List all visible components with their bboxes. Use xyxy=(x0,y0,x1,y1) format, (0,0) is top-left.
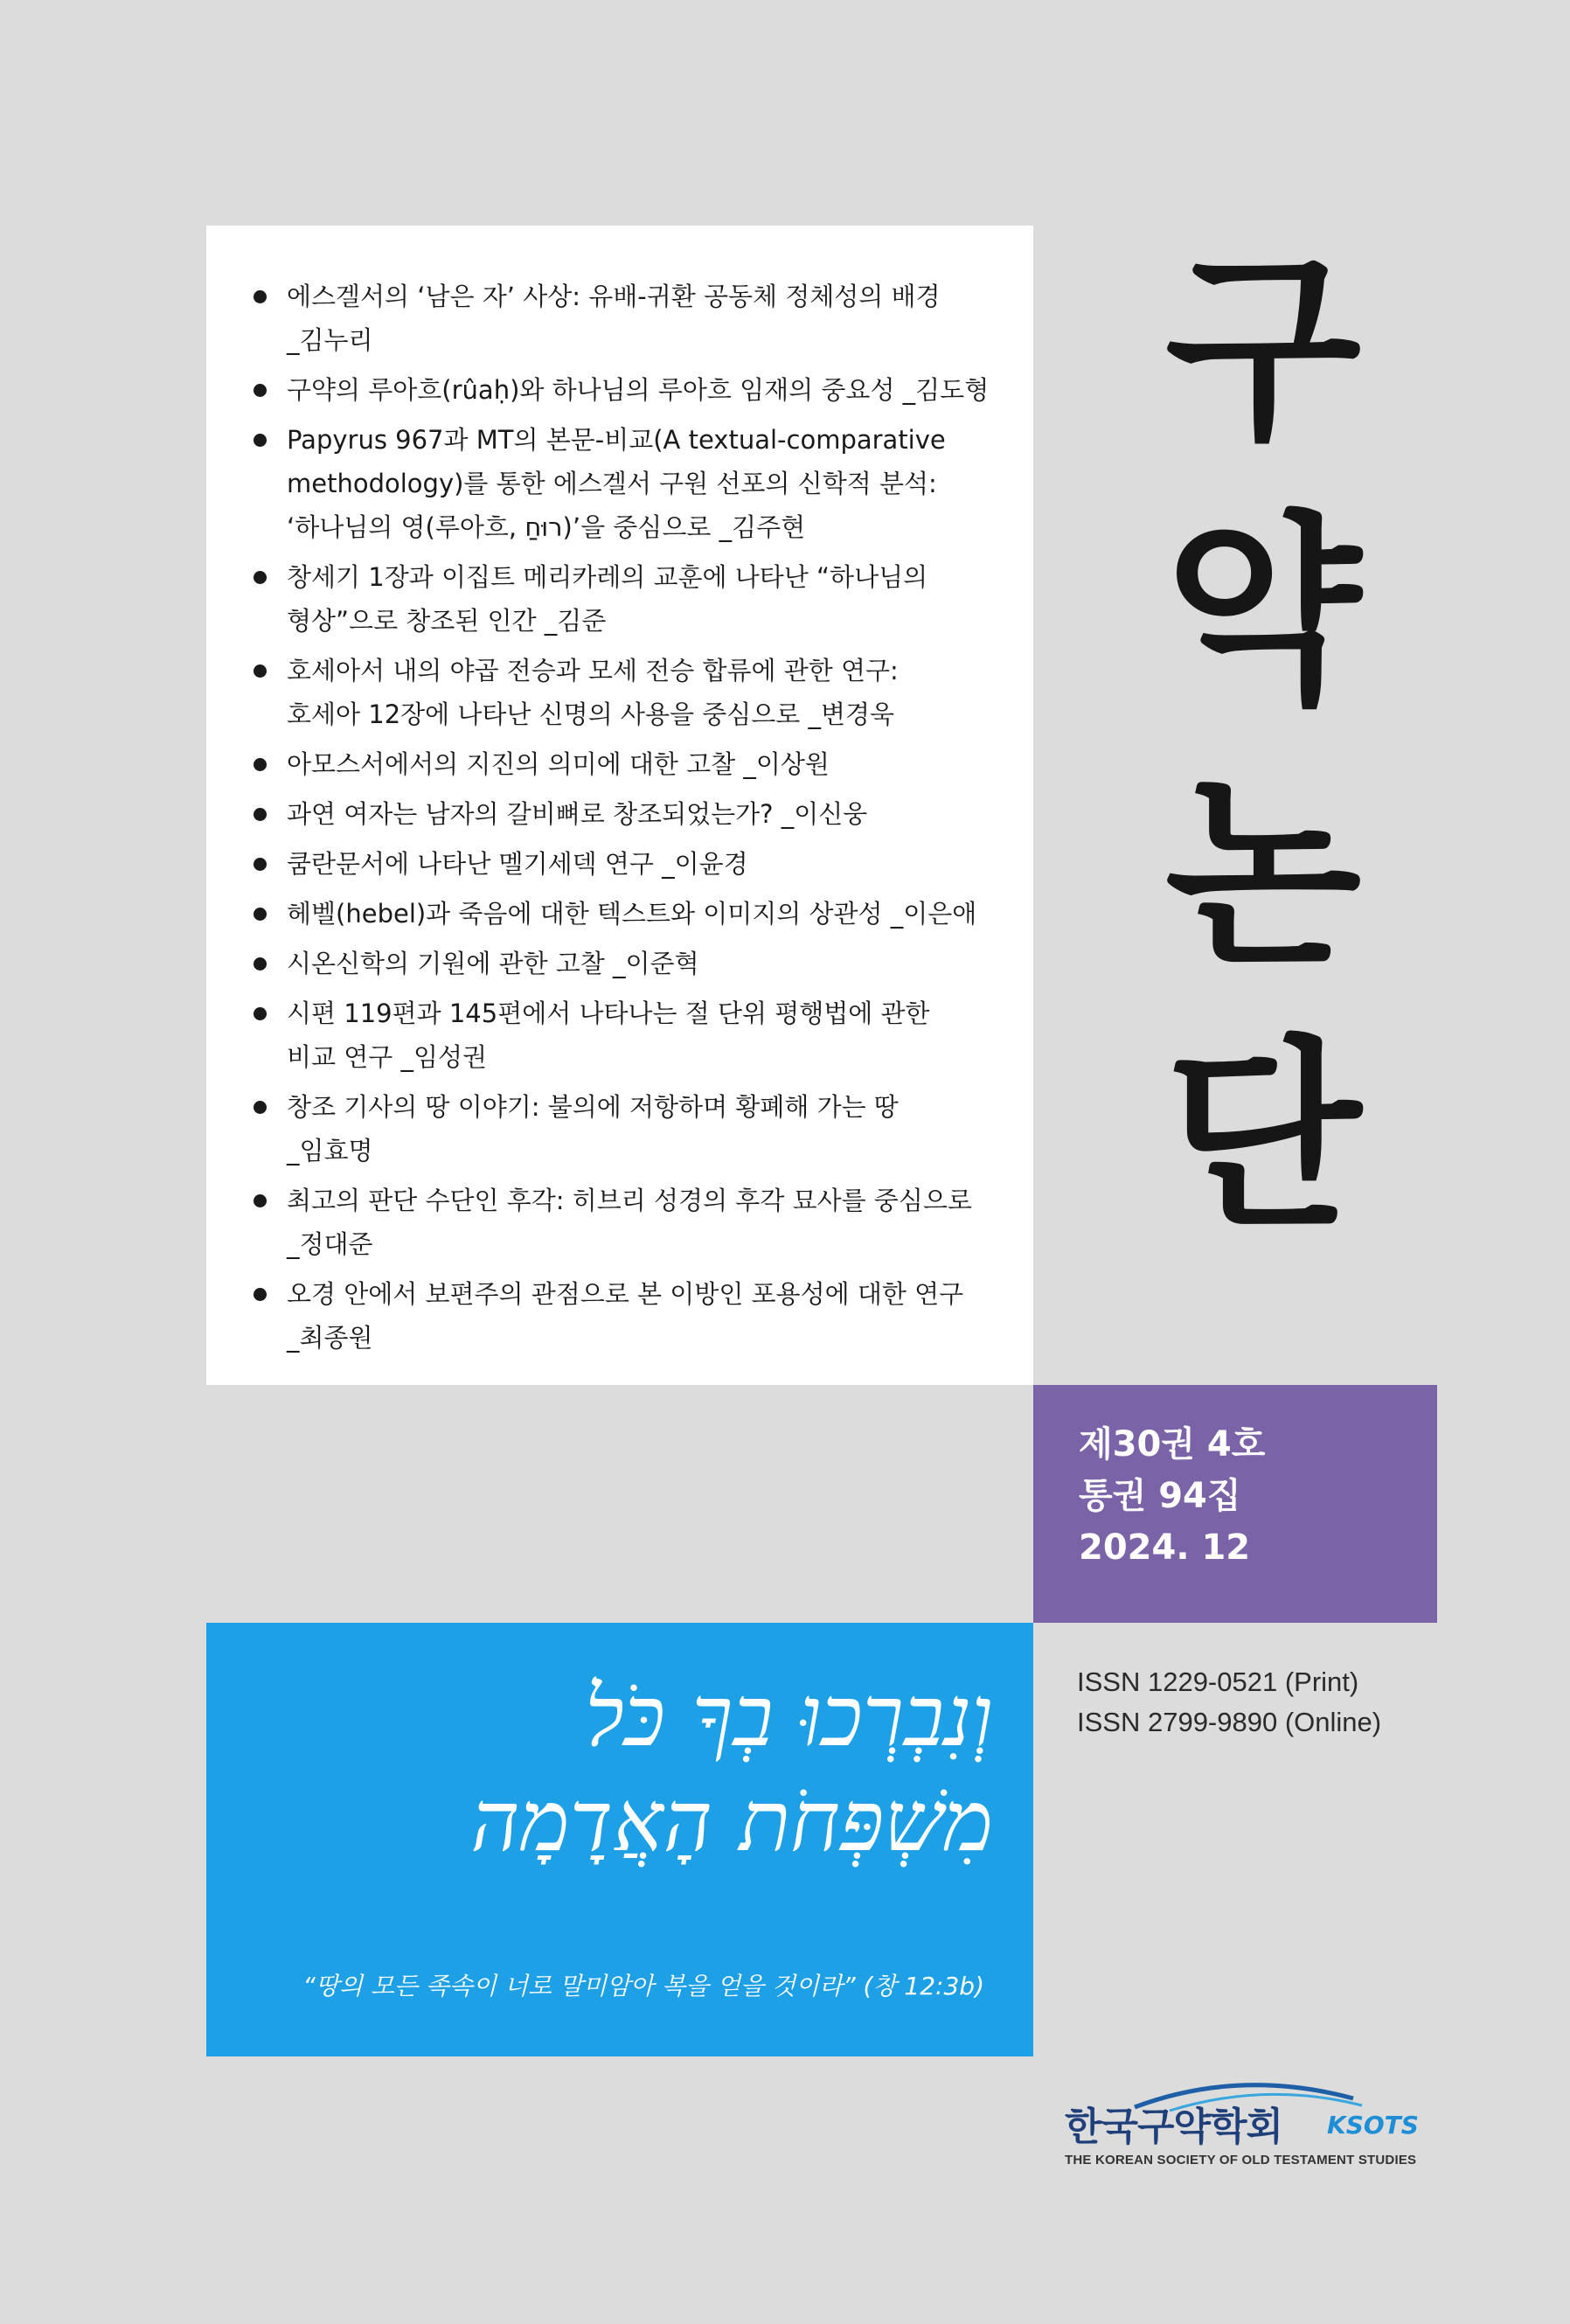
bullet-icon xyxy=(254,758,267,771)
contents-item xyxy=(287,792,977,836)
contents-item xyxy=(287,842,977,886)
bullet-icon xyxy=(254,858,267,871)
contents-item-line: 에스겔서의 ‘남은 자’ 사상: 유배-귀환 공동체 정체성의 배경 xyxy=(287,282,941,311)
bullet-icon xyxy=(254,957,267,971)
bullet-icon xyxy=(254,1101,267,1114)
contents-item xyxy=(287,368,990,412)
verse-quote: “땅의 모든 족속이 너로 말미암아 복을 얻을 것이라” (창 12:3b) xyxy=(302,1972,984,2000)
contents-item xyxy=(287,275,977,362)
issn-online: ISSN 2799-9890 (Online) xyxy=(1077,1707,1382,1737)
contents-item xyxy=(287,555,977,643)
contents-item xyxy=(287,1179,977,1266)
contents-item-line: 호세아 12장에 나타난 신명의 사용을 중심으로 _변경욱 xyxy=(287,699,895,729)
bullet-icon xyxy=(254,1194,267,1207)
bullet-icon xyxy=(254,290,267,303)
contents-list xyxy=(206,226,1033,1360)
contents-item-line: 창세기 1장과 이집트 메리카레의 교훈에 나타난 “하나님의 xyxy=(287,562,928,592)
contents-item-line: 아모스서에서의 지진의 의미에 대한 고찰 _이상원 xyxy=(287,749,830,779)
verse-box xyxy=(206,1623,1033,2056)
contents-item-line: _최종원 xyxy=(287,1323,373,1353)
publisher-logo xyxy=(1065,2072,1441,2177)
journal-title-char-4: 단 xyxy=(1164,1019,1362,1255)
publisher-name-ko: 한국구약학회 xyxy=(1065,2105,1283,2149)
hebrew-line-2: מִשְׁפְּחֹת הָאֲדָמָה xyxy=(470,1772,993,1870)
journal-title-char-2: 약 xyxy=(1164,494,1362,730)
contents-item xyxy=(287,1272,977,1360)
contents-item xyxy=(287,742,977,786)
contents-item-line: 창조 기사의 땅 이야기: 불의에 저항하며 황폐해 가는 땅 xyxy=(287,1092,899,1122)
contents-item-line: 쿰란문서에 나타난 멜기세덱 연구 _이윤경 xyxy=(287,849,748,879)
contents-item-line: 비교 연구 _임성권 xyxy=(287,1042,488,1072)
bullet-icon xyxy=(254,908,267,921)
contents-item xyxy=(287,418,977,549)
contents-item-line: _김누리 xyxy=(287,325,373,355)
contents-item-line: 최고의 판단 수단인 후각: 히브리 성경의 후각 묘사를 중심으로 xyxy=(287,1186,972,1215)
bullet-icon xyxy=(254,808,267,821)
contents-item-line: ‘하나님의 영(루아흐, רוּחַ)’을 중심으로 _김주현 xyxy=(287,512,806,542)
publisher-abbr: KSOTS xyxy=(1327,2111,1419,2140)
contents-item-line: 구약의 루아흐(rûaḥ)와 하나님의 루아흐 임재의 중요성 _김도형 xyxy=(287,375,990,405)
bullet-icon xyxy=(254,1288,267,1301)
issn-print: ISSN 1229-0521 (Print) xyxy=(1077,1666,1359,1697)
contents-item-line: methodology)를 통한 에스겔서 구원 선포의 신학적 분석: xyxy=(287,469,937,498)
contents-item-line: 헤벨(hebel)과 죽음에 대한 텍스트와 이미지의 상관성 _이은애 xyxy=(287,899,977,929)
contents-item xyxy=(287,1085,977,1172)
contents-item-line: 호세아서 내의 야곱 전승과 모세 전승 합류에 관한 연구: xyxy=(287,656,899,685)
issue-date: 2024. 12 xyxy=(1079,1527,1251,1568)
contents-item-line: 과연 여자는 남자의 갈비뼈로 창조되었는가? _이신웅 xyxy=(287,799,868,829)
contents-item xyxy=(287,892,977,936)
bullet-icon xyxy=(254,434,267,447)
bullet-icon xyxy=(254,571,267,584)
contents-item-line: 시편 119편과 145편에서 나타나는 절 단위 평행법에 관한 xyxy=(287,998,930,1028)
hebrew-line-1: וְנִבְרְכוּ בְךָ כֹּל xyxy=(585,1667,993,1765)
contents-item-line: 형상”으로 창조된 인간 _김준 xyxy=(287,606,607,636)
contents-item-line: Papyrus 967과 MT의 본문-비교(A textual-comparative xyxy=(287,425,946,455)
issue-total: 통권 94집 xyxy=(1079,1476,1241,1516)
bullet-icon xyxy=(254,384,267,397)
issue-volume: 제30권 4호 xyxy=(1079,1424,1266,1465)
contents-item-line: 오경 안에서 보편주의 관점으로 본 이방인 포용성에 대한 연구 xyxy=(287,1279,964,1309)
journal-title-char-3: 논 xyxy=(1164,756,1362,992)
contents-item-line: _정대준 xyxy=(287,1229,373,1259)
bullet-icon xyxy=(254,1007,267,1020)
contents-panel xyxy=(206,226,1033,1385)
contents-item xyxy=(287,992,977,1079)
journal-title xyxy=(1158,219,1368,1268)
bullet-icon xyxy=(254,664,267,678)
contents-item xyxy=(287,649,977,736)
contents-item-line: 시온신학의 기원에 관한 고찰 _이준혁 xyxy=(287,949,699,978)
contents-item-line: _임효명 xyxy=(287,1136,373,1165)
publisher-name-en: THE KOREAN SOCIETY OF OLD TESTAMENT STUDIES xyxy=(1065,2153,1417,2167)
contents-item xyxy=(287,942,977,985)
issue-info-box xyxy=(1033,1385,1437,1623)
journal-title-char-1: 구 xyxy=(1164,232,1362,468)
